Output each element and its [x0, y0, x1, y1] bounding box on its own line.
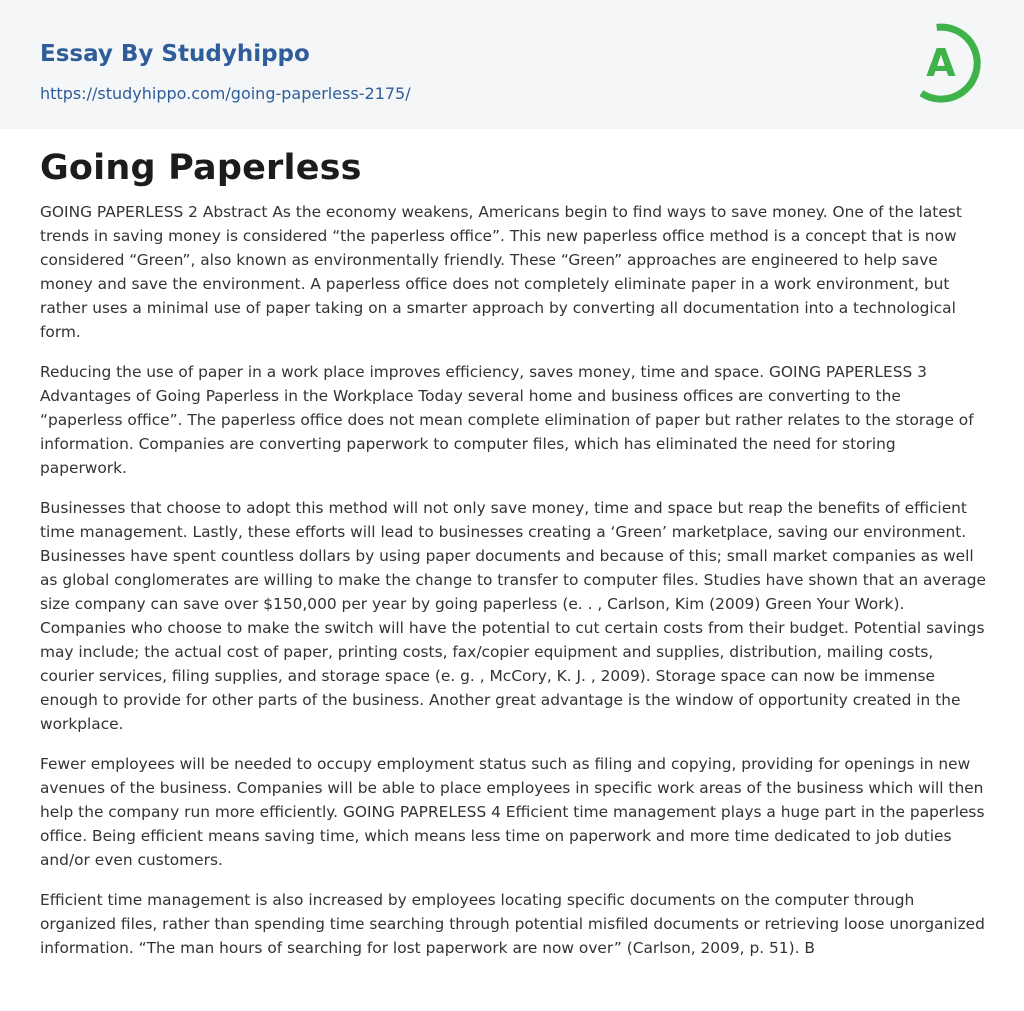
- site-header: [0, 0, 1024, 129]
- page-title: Going Paperless: [40, 148, 362, 188]
- paragraph: Businesses that choose to adopt this method will not only save money, time and space but reap the benefits of efficient time management. Lastly, these efforts will lead to businesses creating a ‘Green’ marketplace, saving our environment. Businesses have spent countless dollars by using paper documents and because of this; small market companies as well as global conglomerates are willing to make the change to transfer to computer files. Studies have shown that an average size company can save over $150,000 per year by going paperless (e. . , Carlson, Kim (2009) Green Your Work). Companies who choose to make the switch will have the potential to cut certain costs from their budget. Potential savings may include; the actual cost of paper, printing costs, fax/copier equipment and supplies, distribution, mailing costs, courier services, filing supplies, and storage space (e. g. , McCory, K. J. , 2009). Storage space can now be immense enough to provide for other parts of the business. Another great advantage is the window of opportunity created in the workplace.: [40, 499, 986, 733]
- source-url-link[interactable]: https://studyhippo.com/going-paperless-2175/: [40, 84, 411, 103]
- logo-letter: A: [926, 41, 956, 85]
- brand-title[interactable]: Essay By Studyhippo: [40, 41, 310, 67]
- article: [40, 146, 986, 976]
- paragraph: Efficient time management is also increased by employees locating specific documents on the computer through organized files, rather than spending time searching through potential misfiled documents or retrieving loose unorganized information. “The man hours of searching for lost paperwork are now over” (Carlson, 2009, p. 51). B: [40, 891, 985, 957]
- studyhippo-logo-icon[interactable]: [912, 19, 988, 105]
- paragraph: Fewer employees will be needed to occupy employment status such as filing and copying, providing for openings in new avenues of the business. Companies will be able to place employees in specific work areas of the business which will then help the company run more efficiently. GOING PAPRELESS 4 Efficient time management plays a huge part in the paperless office. Being efficient means saving time, which means less time on paperwork and more time dedicated to job duties and/or even customers.: [40, 755, 985, 869]
- paragraph: Reducing the use of paper in a work place improves efficiency, saves money, time and space. GOING PAPERLESS 3 Advantages of Going Paperless in the Workplace Today several home and business offices are converting to the “paperless office”. The paperless office does not mean complete elimination of paper but rather relates to the storage of information. Companies are converting paperwork to computer files, which has eliminated the need for storing paperwork.: [40, 363, 974, 477]
- paragraph: GOING PAPERLESS 2 Abstract As the economy weakens, Americans begin to find ways to save money. One of the latest trends in saving money is considered “the paperless office”. This new paperless office method is a concept that is now considered “Green”, also known as environmentally friendly. These “Green” approaches are engineered to help save money and save the environment. A paperless office does not completely eliminate paper in a work environment, but rather uses a minimal use of paper taking on a smarter approach by converting all documentation into a technological form.: [40, 203, 962, 341]
